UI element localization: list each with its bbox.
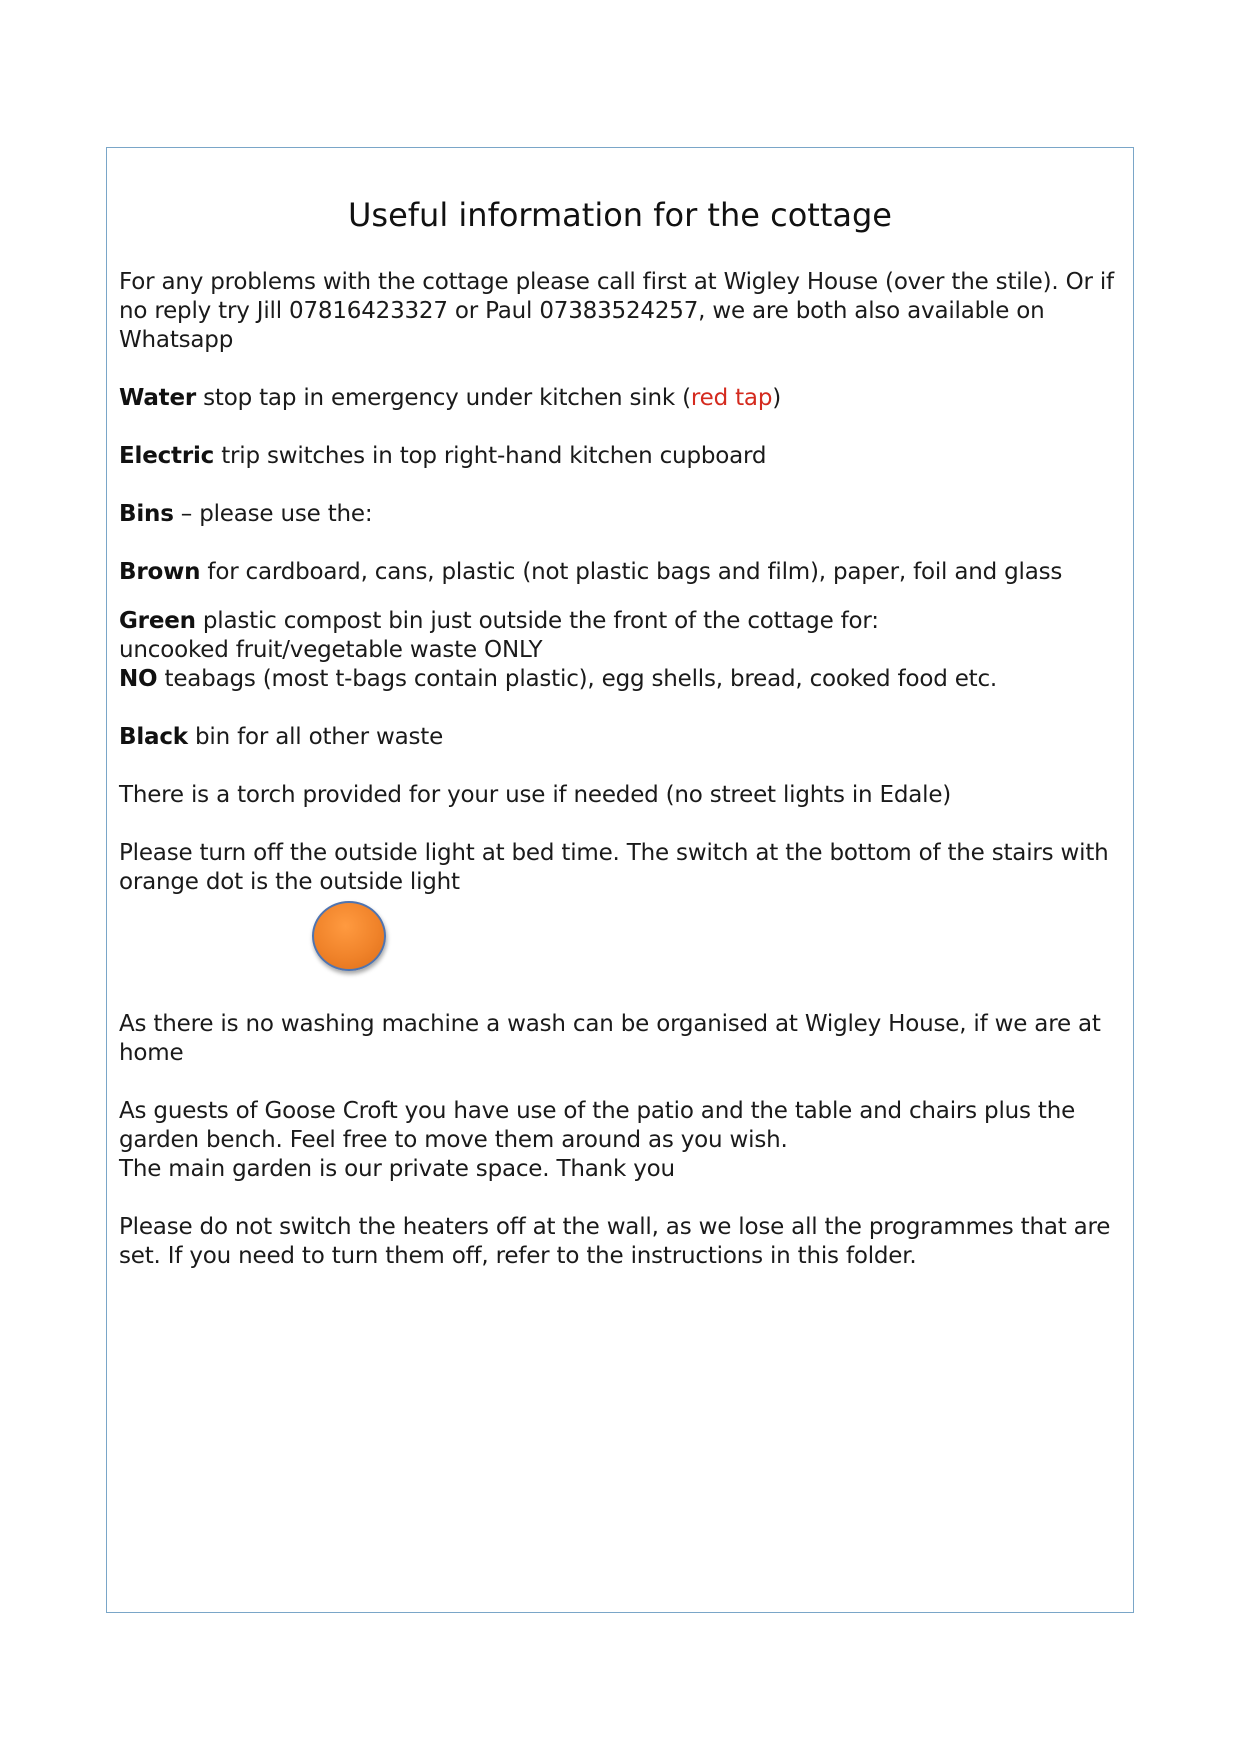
page-title: Useful information for the cottage [348,196,892,234]
brown-label: Brown [119,559,201,585]
bins-text: – please use the: [173,501,373,527]
brown-bin-paragraph [119,558,1124,587]
bins-label: Bins [119,501,174,527]
black-label: Black [119,724,188,750]
green-text: plastic compost bin just outside the front of the cottage for: [195,608,879,634]
patio-paragraph: As guests of Goose Croft you have use of the patio and the table and chairs plus the garden bench. Feel free to move them around as you wish. [119,1098,1076,1153]
brown-text: for cardboard, cans, plastic (not plastic bags and film), paper, foil and glass [200,559,1063,585]
water-text: stop tap in emergency under kitchen sink ( [196,385,691,411]
electric-label: Electric [119,443,215,469]
water-label: Water [119,385,197,411]
washing-paragraph: As there is no washing machine a wash can be organised at Wigley House, if we are at home [119,1011,1101,1066]
info-content [119,268,1124,1271]
water-paragraph [119,384,1124,413]
heaters-paragraph: Please do not switch the heaters off at the wall, as we lose all the programmes that are set. If you need to turn them off, refer to the instructions in this folder. [119,1214,1111,1269]
green-label: Green [119,608,196,634]
black-bin-paragraph [119,723,1124,752]
green-bin-paragraph [119,607,1124,636]
contact-paragraph: For any problems with the cottage please call first at Wigley House (over the stile). Or if no reply try Jill 07816423327 or Paul 07383524257, we are both also available on Whatsapp [119,269,1114,353]
orange-dot-area [119,897,1124,1010]
outside-light-paragraph: Please turn off the outside light at bed time. The switch at the bottom of the stairs with orange dot is the outside light [119,840,1109,895]
orange-dot-icon [312,901,386,971]
electric-text: trip switches in top right-hand kitchen cupboard [214,443,767,469]
bins-paragraph [119,500,1124,529]
electric-paragraph [119,442,1124,471]
private-garden-line: The main garden is our private space. Thank you [119,1156,675,1182]
water-close: ) [772,385,781,411]
no-label: NO [119,666,158,692]
red-tap-text: red tap [690,385,773,411]
green-bin-no-line [119,665,1124,694]
black-text: bin for all other waste [187,724,444,750]
green-bin-line-2: uncooked fruit/vegetable waste ONLY [119,637,543,663]
no-text: teabags (most t-bags contain plastic), egg shells, bread, cooked food etc. [157,666,998,692]
torch-paragraph: There is a torch provided for your use if needed (no street lights in Edale) [119,782,952,808]
